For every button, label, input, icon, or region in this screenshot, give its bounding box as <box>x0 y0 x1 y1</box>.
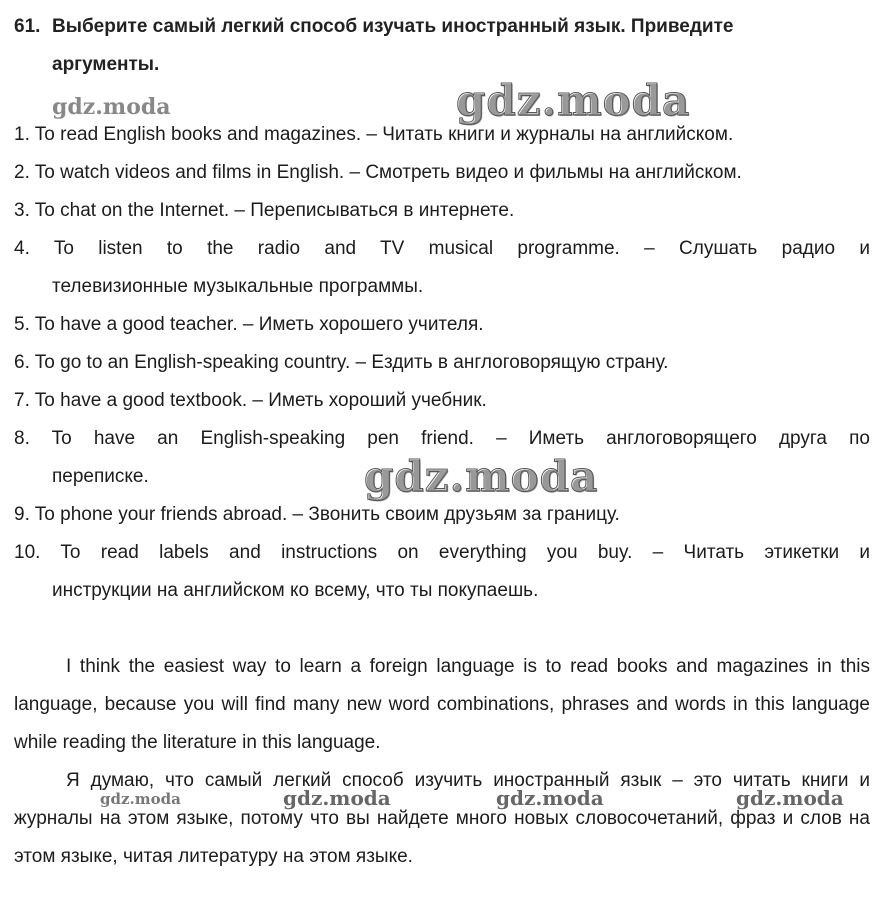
task-text-line2: аргументы. <box>52 54 160 75</box>
list-item-2: 2. To watch videos and films in English. – Смотреть видео и фильмы на английском. <box>14 162 742 183</box>
list-item-6: 6. To go to an English-speaking country. – Ездить в англоговорящую страну. <box>14 352 669 373</box>
task-text-line1: Выберите самый легкий способ изучать иностранный язык. Приведите <box>52 16 734 37</box>
watermark-logo: gdz.moda <box>52 94 171 120</box>
watermark-logo: gdz.moda <box>736 786 844 810</box>
list-item-4: 4. To listen to the radio and TV musical programme. – Слушать радио и <box>14 238 870 259</box>
watermark-logo: gdz.moda <box>283 786 391 810</box>
list-item-9: 9. To phone your friends abroad. – Звонить своим друзьям за границу. <box>14 504 620 525</box>
watermark-logo: gdz.moda <box>364 452 599 501</box>
task-heading <box>14 8 870 84</box>
list-item-10-continued: инструкции на английском ко всему, что ты покупаешь. <box>52 580 539 601</box>
watermark-logo: gdz.moda <box>100 790 181 808</box>
list-item-10: 10. To read labels and instructions on everything you buy. – Читать этикетки и <box>14 542 870 563</box>
list-item-4-continued: телевизионные музыкальные программы. <box>52 276 424 297</box>
task-number: 61. <box>14 16 41 37</box>
list-item-8-continued: переписке. <box>52 466 149 487</box>
watermark-logo: gdz.moda <box>456 76 691 125</box>
list-item-8: 8. To have an English-speaking pen friend. – Иметь англоговорящего друга по <box>14 428 870 449</box>
list-item-5: 5. To have a good teacher. – Иметь хорошего учителя. <box>14 314 484 335</box>
list-item-3: 3. To chat on the Internet. – Переписываться в интернете. <box>14 200 515 221</box>
list-item-1: 1. To read English books and magazines. – Читать книги и журналы на английском. <box>14 124 734 145</box>
list-item-7: 7. To have a good textbook. – Иметь хороший учебник. <box>14 390 487 411</box>
essay-english: I think the easiest way to learn a foreign language is to read books and magazines in this language, because you will find many new word combinations, phrases and words in this language while reading the literature in this language. <box>14 656 870 753</box>
watermark-logo: gdz.moda <box>496 786 604 810</box>
essay-russian: Я думаю, что самый легкий способ изучить иностранный язык – это читать книги и журналы на этом языке, потому что вы найдете много новых словосочетаний, фраз и слов на этом языке, читая литературу на этом языке. <box>14 770 870 867</box>
